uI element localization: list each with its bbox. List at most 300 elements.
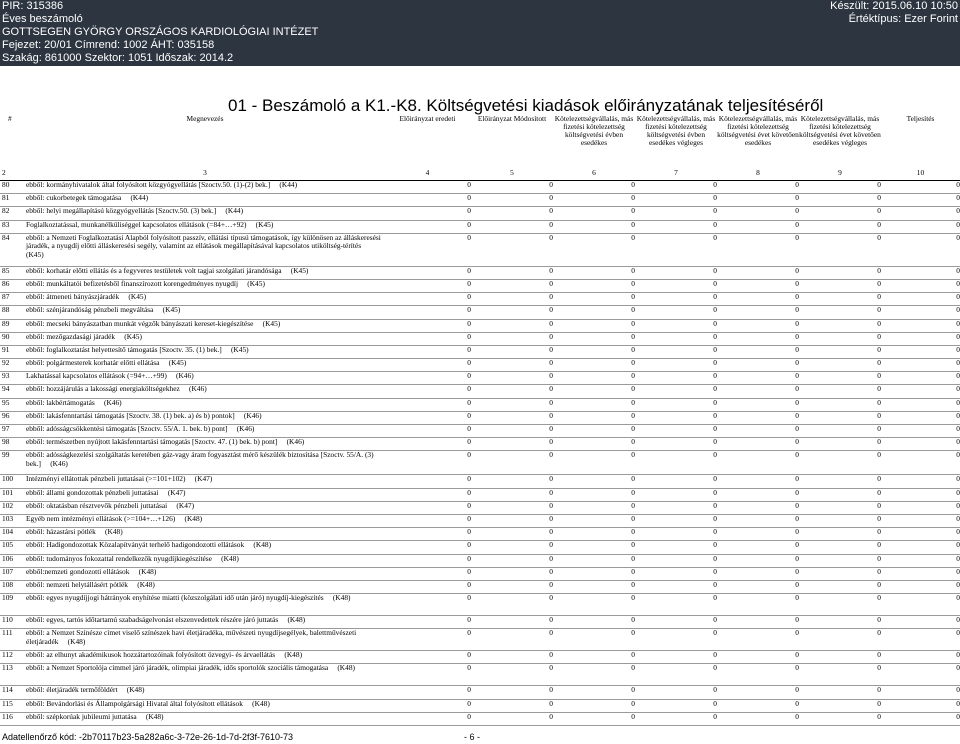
value-cell: 0 [799, 699, 881, 712]
row-description: ebből: házastársi pótlék (K48) [26, 528, 384, 541]
value-cell: 0 [553, 554, 635, 567]
value-cell: 0 [635, 488, 717, 501]
value-cell: 0 [881, 594, 960, 616]
row-number: 87 [0, 293, 26, 306]
value-cell: 0 [471, 306, 553, 319]
row-number: 109 [0, 594, 26, 616]
value-cell: 0 [799, 594, 881, 616]
header-right [830, 0, 958, 26]
value-cell: 0 [635, 438, 717, 451]
value-cell: 0 [717, 319, 799, 332]
value-cell: 0 [553, 488, 635, 501]
value-cell: 0 [384, 306, 471, 319]
value-cell: 0 [384, 207, 471, 220]
value-cell: 0 [799, 372, 881, 385]
row-description: ebből: Hadigondozottak Közalapítványát terhelő hadigondozotti ellátások (K48) [26, 541, 384, 554]
table-row [0, 332, 960, 345]
row-number: 101 [0, 488, 26, 501]
table-row [0, 594, 960, 616]
value-cell: 0 [553, 181, 635, 194]
value-cell: 0 [635, 686, 717, 699]
row-number: 93 [0, 372, 26, 385]
row-number: 108 [0, 580, 26, 593]
value-cell: 0 [881, 616, 960, 629]
value-cell: 0 [553, 528, 635, 541]
value-cell: 0 [799, 385, 881, 398]
value-cell: 0 [471, 594, 553, 616]
value-cell: 0 [471, 629, 553, 651]
value-cell: 0 [471, 233, 553, 266]
value-cell: 0 [799, 279, 881, 292]
row-description: Intézményi ellátottak pénzbeli juttatásai (>=101+102) (K47) [26, 475, 384, 488]
row-number: 115 [0, 699, 26, 712]
table-row [0, 293, 960, 306]
value-cell: 0 [635, 207, 717, 220]
value-cell: 0 [553, 207, 635, 220]
row-description: Lakhatással kapcsolatos ellátások (=94+…+99) (K46) [26, 372, 384, 385]
value-cell: 0 [881, 411, 960, 424]
value-cell: 0 [799, 293, 881, 306]
col-commit-next-final: Kötelezettségvállalás, más fizetési kötelezettség költségvetési évet követően esedékes végleges [799, 114, 881, 147]
value-cell: 0 [881, 651, 960, 664]
value-cell: 0 [553, 594, 635, 616]
value-cell: 0 [799, 233, 881, 266]
value-cell: 0 [553, 664, 635, 686]
value-cell: 0 [799, 616, 881, 629]
value-cell: 0 [881, 686, 960, 699]
value-cell: 0 [881, 372, 960, 385]
value-cell: 0 [717, 629, 799, 651]
table-row [0, 233, 960, 266]
value-cell: 0 [471, 501, 553, 514]
table-row [0, 220, 960, 233]
table-row [0, 451, 960, 475]
value-cell: 0 [717, 385, 799, 398]
value-cell: 0 [635, 220, 717, 233]
col-modified: Előirányzat Módosított [477, 114, 547, 123]
value-cell: 0 [384, 293, 471, 306]
value-cell: 0 [384, 345, 471, 358]
row-description: Foglalkoztatással, munkanélküliséggel kapcsolatos ellátások (=84+…+92) (K45) [26, 220, 384, 233]
value-cell: 0 [471, 385, 553, 398]
value-cell: 0 [635, 385, 717, 398]
value-cell: 0 [553, 233, 635, 266]
value-cell: 0 [471, 345, 553, 358]
row-number: 111 [0, 629, 26, 651]
table-row [0, 345, 960, 358]
value-cell: 0 [471, 425, 553, 438]
col-hash: # [8, 114, 12, 123]
value-cell: 0 [553, 279, 635, 292]
value-cell: 0 [881, 554, 960, 567]
value-cell: 0 [799, 664, 881, 686]
value-cell: 0 [471, 567, 553, 580]
value-cell: 0 [799, 541, 881, 554]
value-cell: 0 [799, 220, 881, 233]
row-number: 90 [0, 332, 26, 345]
value-cell: 0 [717, 194, 799, 207]
value-cell: 0 [384, 554, 471, 567]
value-cell: 0 [799, 528, 881, 541]
table-row [0, 385, 960, 398]
value-cell: 0 [635, 306, 717, 319]
value-cell: 0 [881, 664, 960, 686]
value-cell: 0 [553, 220, 635, 233]
value-cell: 0 [635, 629, 717, 651]
value-cell: 0 [717, 207, 799, 220]
report-header [0, 0, 960, 66]
value-cell: 0 [717, 594, 799, 616]
value-cell: 0 [471, 372, 553, 385]
value-cell: 0 [553, 686, 635, 699]
value-cell: 0 [799, 475, 881, 488]
value-cell: 0 [635, 567, 717, 580]
value-cell: 0 [553, 501, 635, 514]
value-cell: 0 [553, 345, 635, 358]
value-cell: 0 [635, 279, 717, 292]
value-cell: 0 [881, 319, 960, 332]
value-cell: 0 [799, 501, 881, 514]
value-cell: 0 [881, 567, 960, 580]
value-cell: 0 [635, 411, 717, 424]
value-cell: 0 [881, 207, 960, 220]
value-cell: 0 [635, 425, 717, 438]
row-number: 84 [0, 233, 26, 266]
value-cell: 0 [799, 398, 881, 411]
value-cell: 0 [553, 567, 635, 580]
value-cell: 0 [471, 279, 553, 292]
value-cell: 0 [553, 306, 635, 319]
value-cell: 0 [471, 266, 553, 279]
value-cell: 0 [471, 664, 553, 686]
value-cell: 0 [384, 438, 471, 451]
value-cell: 0 [881, 385, 960, 398]
table-row [0, 488, 960, 501]
value-cell: 0 [799, 194, 881, 207]
value-cell: 0 [553, 194, 635, 207]
value-cell: 0 [471, 207, 553, 220]
value-cell: 0 [717, 279, 799, 292]
value-cell: 0 [553, 293, 635, 306]
value-cell: 0 [471, 194, 553, 207]
row-number: 104 [0, 528, 26, 541]
value-cell: 0 [553, 651, 635, 664]
value-cell: 0 [717, 528, 799, 541]
value-cell: 0 [881, 233, 960, 266]
col-number: 3 [26, 167, 384, 181]
value-cell: 0 [881, 451, 960, 475]
value-cell: 0 [384, 398, 471, 411]
col-number: 2 [0, 167, 26, 181]
row-description: ebből: mecseki bányászatban munkát végzők bányászati kereset-kiegészítése (K45) [26, 319, 384, 332]
value-cell: 0 [553, 398, 635, 411]
row-description: Egyéb nem intézményi ellátások (>=104+…+126) (K48) [26, 514, 384, 527]
value-cell: 0 [881, 332, 960, 345]
row-description: ebből: adósságcsökkentési támogatás [Szoctv. 55/A. 1. bek. b) pont] (K46) [26, 425, 384, 438]
column-number-row [0, 167, 960, 181]
row-number: 81 [0, 194, 26, 207]
value-cell: 0 [471, 319, 553, 332]
col-number: 6 [553, 167, 635, 181]
value-cell: 0 [384, 616, 471, 629]
value-cell: 0 [799, 651, 881, 664]
table-row [0, 651, 960, 664]
value-cell: 0 [635, 501, 717, 514]
value-cell: 0 [799, 438, 881, 451]
value-cell: 0 [881, 220, 960, 233]
value-cell: 0 [635, 554, 717, 567]
value-cell: 0 [717, 233, 799, 266]
value-cell: 0 [717, 501, 799, 514]
row-number: 82 [0, 207, 26, 220]
value-cell: 0 [384, 385, 471, 398]
value-cell: 0 [471, 541, 553, 554]
row-number: 106 [0, 554, 26, 567]
value-cell: 0 [471, 528, 553, 541]
value-cell: 0 [881, 425, 960, 438]
value-cell: 0 [471, 475, 553, 488]
table-row [0, 194, 960, 207]
value-cell: 0 [881, 345, 960, 358]
value-cell: 0 [553, 616, 635, 629]
value-cell: 0 [799, 207, 881, 220]
value-cell: 0 [553, 629, 635, 651]
row-number: 105 [0, 541, 26, 554]
value-cell: 0 [717, 664, 799, 686]
value-cell: 0 [717, 438, 799, 451]
value-cell: 0 [471, 438, 553, 451]
value-cell: 0 [553, 438, 635, 451]
value-cell: 0 [384, 514, 471, 527]
row-number: 112 [0, 651, 26, 664]
value-cell: 0 [717, 567, 799, 580]
value-cell: 0 [553, 475, 635, 488]
row-description: ebből: a Nemzet Színésze címet viselő színészek havi életjáradéka, művészeti nyugdíjsegélyek, balettművészeti életjáradék (K48) [26, 629, 384, 651]
table-row [0, 438, 960, 451]
row-number: 100 [0, 475, 26, 488]
value-cell: 0 [635, 359, 717, 372]
value-cell: 0 [384, 567, 471, 580]
row-description: ebből: életjáradék termőföldért (K48) [26, 686, 384, 699]
value-cell: 0 [717, 359, 799, 372]
row-description: ebből: cukorbetegek támogatása (K44) [26, 194, 384, 207]
value-cell: 0 [717, 686, 799, 699]
value-cell: 0 [799, 332, 881, 345]
value-cell: 0 [553, 699, 635, 712]
value-cell: 0 [384, 686, 471, 699]
value-cell: 0 [635, 514, 717, 527]
row-number: 107 [0, 567, 26, 580]
value-cell: 0 [384, 332, 471, 345]
value-cell: 0 [717, 345, 799, 358]
value-cell: 0 [384, 629, 471, 651]
value-cell: 0 [717, 699, 799, 712]
value-cell: 0 [799, 554, 881, 567]
table-row [0, 686, 960, 699]
col-number: 10 [881, 167, 960, 181]
col-number: 9 [799, 167, 881, 181]
row-description: ebből: nemzeti helytállásért pótlék (K48) [26, 580, 384, 593]
value-cell: 0 [384, 372, 471, 385]
table-row [0, 514, 960, 527]
value-cell: 0 [384, 411, 471, 424]
created-line: Készült: 2015.06.10 10:50 [830, 0, 958, 12]
col-number: 4 [384, 167, 471, 181]
value-cell: 0 [799, 488, 881, 501]
value-cell: 0 [635, 712, 717, 725]
value-cell: 0 [471, 712, 553, 725]
row-description: ebből: szépkorúak jubileumi juttatása (K48) [26, 712, 384, 725]
value-cell: 0 [717, 580, 799, 593]
value-cell: 0 [799, 567, 881, 580]
row-description: ebből: a Nemzet Sportolója címmel járó járadék, olimpiai járadék, idős sportolók szociális támogatása (K48) [26, 664, 384, 686]
value-cell: 0 [384, 425, 471, 438]
table-row [0, 319, 960, 332]
value-cell: 0 [384, 319, 471, 332]
value-cell: 0 [635, 594, 717, 616]
row-description: ebből: foglalkoztatást helyettesítő támogatás [Szoctv. 35. (1) bek.] (K45) [26, 345, 384, 358]
row-description: ebből: az elhunyt akadémikusok hozzátartozóinak folyósított özvegyi- és árvaellátás (K48) [26, 651, 384, 664]
value-cell: 0 [799, 451, 881, 475]
value-cell: 0 [717, 712, 799, 725]
table-row [0, 398, 960, 411]
value-cell: 0 [384, 266, 471, 279]
table-row [0, 425, 960, 438]
row-description: ebből: korhatár előtti ellátás és a fegyveres testületek volt tagjai szolgálati járandósága (K45) [26, 266, 384, 279]
row-number: 114 [0, 686, 26, 699]
value-cell: 0 [635, 664, 717, 686]
row-description: ebből: természetben nyújtott lakásfenntartási támogatás [Szoctv. 47. (1) bek. b) pont] (K46) [26, 438, 384, 451]
value-cell: 0 [717, 411, 799, 424]
value-cell: 0 [881, 398, 960, 411]
row-description: ebből: mezőgazdasági járadék (K45) [26, 332, 384, 345]
value-cell: 0 [881, 514, 960, 527]
row-description: ebből: polgármesterek korhatár előtti ellátása (K45) [26, 359, 384, 372]
institution-line: GOTTSEGEN GYÖRGY ORSZÁGOS KARDIOLÓGIAI INTÉZET [2, 26, 319, 38]
table-row [0, 475, 960, 488]
value-cell: 0 [553, 266, 635, 279]
value-cell: 0 [717, 293, 799, 306]
header-left [2, 0, 318, 65]
value-cell: 0 [799, 359, 881, 372]
value-cell: 0 [553, 425, 635, 438]
row-number: 92 [0, 359, 26, 372]
table-row [0, 372, 960, 385]
value-cell: 0 [635, 233, 717, 266]
value-cell: 0 [635, 293, 717, 306]
row-number: 91 [0, 345, 26, 358]
value-cell: 0 [881, 528, 960, 541]
sector-line: Szakág: 861000 Szektor: 1051 Időszak: 2014.2 [2, 52, 234, 64]
row-description: ebből:nemzeti gondozotti ellátások (K48) [26, 567, 384, 580]
value-cell: 0 [471, 699, 553, 712]
value-cell: 0 [881, 266, 960, 279]
value-cell: 0 [384, 220, 471, 233]
report-table [0, 115, 960, 726]
value-cell: 0 [717, 372, 799, 385]
value-cell: 0 [717, 475, 799, 488]
value-cell: 0 [635, 194, 717, 207]
row-number: 113 [0, 664, 26, 686]
value-cell: 0 [635, 451, 717, 475]
row-description: ebből: oktatásban résztvevők pénzbeli juttatásai (K47) [26, 501, 384, 514]
value-cell: 0 [471, 488, 553, 501]
value-cell: 0 [799, 266, 881, 279]
value-cell: 0 [635, 345, 717, 358]
value-cell: 0 [471, 411, 553, 424]
value-cell: 0 [635, 699, 717, 712]
value-cell: 0 [553, 580, 635, 593]
table-row [0, 181, 960, 194]
value-cell: 0 [553, 332, 635, 345]
value-cell: 0 [635, 541, 717, 554]
value-cell: 0 [553, 319, 635, 332]
value-cell: 0 [471, 554, 553, 567]
table-row [0, 411, 960, 424]
value-cell: 0 [881, 438, 960, 451]
table-row [0, 541, 960, 554]
table-row [0, 699, 960, 712]
value-cell: 0 [635, 616, 717, 629]
value-cell: 0 [635, 319, 717, 332]
value-cell: 0 [717, 451, 799, 475]
pir-line: PIR: 315386 [2, 0, 64, 12]
row-description: ebből: hozzájárulás a lakossági energiaköltségekhez (K46) [26, 385, 384, 398]
value-cell: 0 [881, 712, 960, 725]
value-cell: 0 [635, 372, 717, 385]
value-cell: 0 [635, 266, 717, 279]
col-name: Megnevezés [186, 114, 224, 123]
row-number: 98 [0, 438, 26, 451]
value-cell: 0 [471, 580, 553, 593]
table-row [0, 279, 960, 292]
col-number: 7 [635, 167, 717, 181]
row-number: 89 [0, 319, 26, 332]
row-description: ebből: lakbértámogatás (K46) [26, 398, 384, 411]
col-commit-next: Kötelezettségvállalás, más fizetési kötelezettség költségvetési évet követően esedékes [717, 114, 799, 147]
value-type-line: Értéktípus: Ezer Forint [848, 13, 958, 25]
row-description: ebből: egyes, tartós időtartamú szabadságelvonást elszenvedettek részére járó juttatás (K48) [26, 616, 384, 629]
table-row [0, 207, 960, 220]
value-cell: 0 [635, 528, 717, 541]
value-cell: 0 [717, 514, 799, 527]
value-cell: 0 [717, 398, 799, 411]
value-cell: 0 [717, 651, 799, 664]
table-row [0, 528, 960, 541]
value-cell: 0 [799, 181, 881, 194]
value-cell: 0 [635, 181, 717, 194]
value-cell: 0 [553, 385, 635, 398]
table-row [0, 359, 960, 372]
value-cell: 0 [881, 475, 960, 488]
value-cell: 0 [384, 699, 471, 712]
row-number: 80 [0, 181, 26, 194]
value-cell: 0 [384, 279, 471, 292]
value-cell: 0 [384, 712, 471, 725]
value-cell: 0 [881, 279, 960, 292]
value-cell: 0 [717, 541, 799, 554]
table-row [0, 306, 960, 319]
row-number: 97 [0, 425, 26, 438]
row-description: ebből: helyi megállapítású közgyógyellátás [Szoctv.50. (3) bek.] (K44) [26, 207, 384, 220]
value-cell: 0 [881, 629, 960, 651]
value-cell: 0 [471, 398, 553, 411]
value-cell: 0 [384, 594, 471, 616]
row-description: ebből: állami gondozottak pénzbeli juttatásai (K47) [26, 488, 384, 501]
value-cell: 0 [471, 181, 553, 194]
value-cell: 0 [471, 651, 553, 664]
table-row [0, 616, 960, 629]
